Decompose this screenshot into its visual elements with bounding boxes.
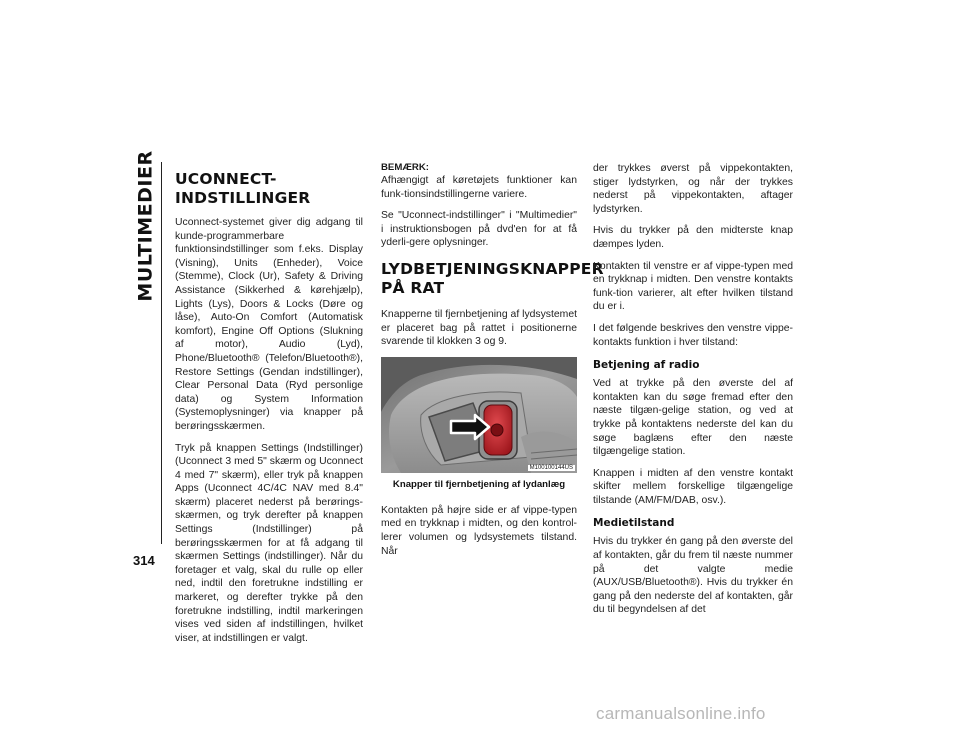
paragraph-radio-mode: Knappen i midten af den venstre kontakt skifter mellem forskellige tilgængelige tilstande (AM/FM/DAB, osv.). bbox=[593, 467, 793, 506]
steering-wheel-controls-figure bbox=[381, 357, 577, 473]
column-1 bbox=[175, 162, 363, 653]
figure-caption: Knapper til fjernbetjening af lydanlæg bbox=[392, 478, 566, 490]
page-number: 314 bbox=[133, 553, 155, 568]
chapter-title: MULTIMEDIER bbox=[135, 150, 158, 302]
note-label: BEMÆRK: bbox=[381, 162, 429, 173]
note-paragraph-1: Afhængigt af køretøjets funktioner kan funk-tionsindstillingerne variere. bbox=[381, 175, 577, 200]
paragraph-settings-howto: Tryk på knappen Settings (Indstillinger) (Uconnect 3 med 5" skærm og Uconnect 4 med 7" skærm), eller tryk på knappen Apps (Uconnect 4C/4C NAV med 8.4" skærm) placeret nederst på berørings-skærmen, og tryk derefter på knappen Settings (Indstillinger) på berøringsskærmen for at få adgang til skærmen Settings (indstillinger). Når du foretager et valg, skal du rulle op eller ned, indtil den foretrukne indstilling er markeret, og derefter trykke på den foretrukne indstilling, indtil markeringen vises ved siden af indstillingen, hvilket viser, at indstillingen er valgt. bbox=[175, 442, 363, 644]
paragraph-left-switch-intro: I det følgende beskrives den venstre vippe-kontakts funktion i hver tilstand: bbox=[593, 322, 793, 348]
heading-radio-operation: Betjening af radio bbox=[593, 359, 700, 372]
paragraph-radio-seek: Ved at trykke på den øverste del af kontakten kan du søge fremad efter den næste tilgæn-gelige station, og ved at trykke på kontaktens nederste del kan du søge baglæns efter den næste tilgængelige station. bbox=[593, 378, 793, 458]
steering-wheel-illustration bbox=[381, 357, 577, 473]
watermark-text: carmanualsonline.info bbox=[596, 704, 766, 723]
paragraph-volume: der trykkes øverst på vippekontakten, stiger lydstyrken, og når der trykkes nederst på vippekontakten, aftager lydstyrken. bbox=[593, 163, 793, 215]
heading-steering-audio-controls: LYDBETJENINGSKNAPPER PÅ RAT bbox=[381, 259, 604, 297]
heading-media-mode: Medietilstand bbox=[593, 517, 675, 530]
column-2 bbox=[381, 162, 604, 566]
paragraph-media-track: Hvis du trykker én gang på den øverste del af kontakten, går du frem til næste nummer på det valgte medie (AUX/USB/Bluetooth®). Hvis du trykker én gang på den nederste del af kontakten, går du til begyndelsen af det bbox=[593, 536, 793, 616]
paragraph-right-switch: Kontakten på højre side er af vippe-typen med en trykknap i midten, og den kontrol-lerer volumen og lydsystemets tilstand. Når bbox=[381, 504, 577, 557]
paragraph-mute: Hvis du trykker på den midterste knap dæmpes lyden. bbox=[593, 225, 793, 250]
column-3 bbox=[593, 162, 793, 625]
paragraph-controls-location: Knapperne til fjernbetjening af lydsystemet er placeret bag på rattet i positionerne svarende til klokken 3 og 9. bbox=[381, 308, 577, 348]
heading-uconnect-settings: UCONNECT-INDSTILLINGER bbox=[175, 170, 311, 207]
note-paragraph-2: Se "Uconnect-indstillinger" i "Multimedier" i instruktionsbogen på dvd'en for at få yderli-gere oplysninger. bbox=[381, 210, 577, 249]
chapter-tab bbox=[131, 150, 161, 302]
figure-id: M100100144US bbox=[529, 464, 573, 471]
paragraph-settings-intro: Uconnect-systemet giver dig adgang til kunde-programmerbare funktionsindstillinger som f.eks. Display (Visning), Units (Enheder), Voice (Stemme), Clock (Ur), Safety & Driving Assistance (Sikkerhed & kørehjælp), Lights (Lys), Doors & Locks (Døre og låse), Auto-On Comfort (Automatisk komfort), Engine Off Options (Slukning af motor), Audio (Lyd), Phone/Bluetooth® (Telefon/Bluetooth®), Restore Settings (Gendan indstillinger), Clear Personal Data (Ryd personlige data) og System Information (Systemoplysninger) via knapper på berøringsskærmen. bbox=[175, 217, 363, 432]
chapter-divider bbox=[161, 162, 162, 544]
paragraph-left-switch: Kontakten til venstre er af vippe-typen med en trykknap i midten. Den venstre kontakts funk-tion varierer, alt efter hvilken tilstand du er i. bbox=[593, 260, 793, 313]
